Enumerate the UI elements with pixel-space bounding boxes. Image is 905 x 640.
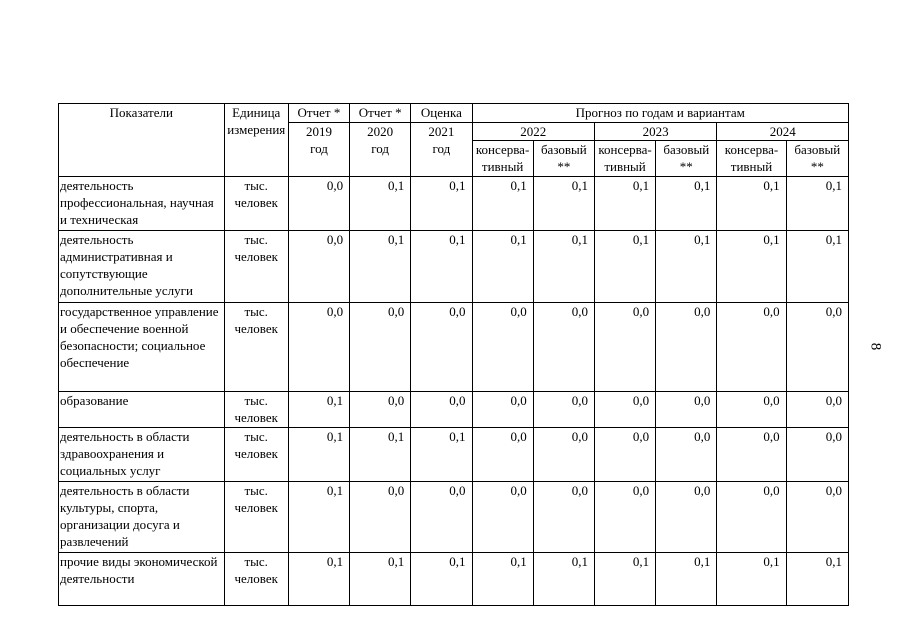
row-value: 0,0 [594, 303, 655, 392]
header-2021-label: Оценка [411, 104, 472, 123]
row-value: 0,0 [594, 482, 655, 553]
table-body [59, 177, 849, 606]
row-value: 0,0 [786, 392, 848, 428]
row-value: 0,1 [594, 177, 655, 231]
row-value: 0,1 [717, 231, 786, 303]
row-value: 0,1 [411, 553, 472, 606]
table-row [59, 392, 849, 428]
header-2022-conservative: консерва-тивный [472, 141, 533, 177]
row-value: 0,0 [533, 303, 594, 392]
page-number: 8 [867, 342, 884, 351]
row-indicator: государственное управление и обеспечение военной безопасности; социальное обеспечение [59, 303, 225, 392]
row-value: 0,1 [472, 177, 533, 231]
header-indicators: Показатели [59, 104, 225, 177]
row-value: 0,0 [411, 303, 472, 392]
row-value: 0,0 [288, 303, 349, 392]
table-header [59, 104, 849, 177]
row-indicator: деятельность административная и сопутствующие дополнительные услуги [59, 231, 225, 303]
header-forecast: Прогноз по годам и вариантам [472, 104, 849, 123]
row-value: 0,1 [288, 553, 349, 606]
row-value: 0,0 [472, 303, 533, 392]
forecast-table [58, 103, 849, 606]
row-value: 0,0 [656, 482, 717, 553]
row-value: 0,1 [472, 553, 533, 606]
row-value: 0,0 [472, 482, 533, 553]
row-value: 0,1 [594, 231, 655, 303]
header-2022-base: базовый ** [533, 141, 594, 177]
table-row [59, 482, 849, 553]
row-value: 0,1 [656, 231, 717, 303]
header-2019-year [288, 123, 349, 177]
row-value: 0,0 [786, 428, 848, 482]
row-value: 0,0 [288, 177, 349, 231]
row-value: 0,1 [350, 231, 411, 303]
header-year-2022: 2022 [472, 123, 594, 141]
row-value: 0,1 [786, 553, 848, 606]
row-value: 0,1 [350, 428, 411, 482]
table-row [59, 177, 849, 231]
row-value: 0,0 [350, 303, 411, 392]
header-year-2024: 2024 [717, 123, 849, 141]
row-unit: тыс. человек [224, 303, 288, 392]
header-2024-conservative: консерва-тивный [717, 141, 786, 177]
row-value: 0,0 [786, 482, 848, 553]
row-unit: тыс. человек [224, 553, 288, 606]
row-unit: тыс. человек [224, 392, 288, 428]
row-value: 0,0 [594, 392, 655, 428]
row-value: 0,0 [472, 428, 533, 482]
header-2020-year-suffix: год [371, 141, 390, 156]
header-2019-label: Отчет * [288, 104, 349, 123]
header-2023-base: базовый ** [656, 141, 717, 177]
row-value: 0,1 [288, 428, 349, 482]
row-value: 0,0 [288, 231, 349, 303]
row-indicator: прочие виды экономической деятельности [59, 553, 225, 606]
row-value: 0,1 [288, 392, 349, 428]
row-value: 0,1 [472, 231, 533, 303]
row-value: 0,1 [411, 177, 472, 231]
row-value: 0,1 [350, 553, 411, 606]
header-2020-year-value: 2020 [367, 124, 394, 139]
row-unit: тыс. человек [224, 482, 288, 553]
header-2024-base: базовый ** [786, 141, 848, 177]
row-value: 0,0 [717, 428, 786, 482]
row-value: 0,1 [350, 177, 411, 231]
row-value: 0,0 [350, 482, 411, 553]
row-value: 0,1 [786, 231, 848, 303]
header-2019-year-value: 2019 [305, 124, 332, 139]
row-value: 0,1 [533, 553, 594, 606]
table-row [59, 553, 849, 606]
header-year-2023: 2023 [594, 123, 716, 141]
row-value: 0,1 [594, 553, 655, 606]
row-value: 0,0 [472, 392, 533, 428]
row-value: 0,1 [717, 553, 786, 606]
row-value: 0,1 [656, 177, 717, 231]
row-value: 0,1 [288, 482, 349, 553]
table-row [59, 231, 849, 303]
row-value: 0,1 [786, 177, 848, 231]
row-value: 0,0 [786, 303, 848, 392]
row-indicator: образование [59, 392, 225, 428]
table-row [59, 303, 849, 392]
row-value: 0,1 [411, 428, 472, 482]
row-indicator: деятельность в области здравоохранения и социальных услуг [59, 428, 225, 482]
row-value: 0,1 [656, 553, 717, 606]
row-value: 0,0 [533, 482, 594, 553]
row-value: 0,0 [656, 428, 717, 482]
row-value: 0,1 [717, 177, 786, 231]
row-indicator: деятельность в области культуры, спорта, организации досуга и развлечений [59, 482, 225, 553]
row-value: 0,0 [533, 428, 594, 482]
row-unit: тыс. человек [224, 231, 288, 303]
row-indicator: деятельность профессиональная, научная и техническая [59, 177, 225, 231]
row-value: 0,0 [411, 482, 472, 553]
row-unit: тыс. человек [224, 177, 288, 231]
row-value: 0,0 [350, 392, 411, 428]
row-value: 0,0 [533, 392, 594, 428]
row-value: 0,1 [411, 231, 472, 303]
row-value: 0,0 [656, 392, 717, 428]
header-2021-year [411, 123, 472, 177]
header-2021-year-value: 2021 [428, 124, 455, 139]
row-value: 0,0 [717, 482, 786, 553]
row-value: 0,0 [717, 392, 786, 428]
row-value: 0,0 [717, 303, 786, 392]
header-2020-year [350, 123, 411, 177]
row-unit: тыс. человек [224, 428, 288, 482]
row-value: 0,0 [656, 303, 717, 392]
header-2023-conservative: консерва-тивный [594, 141, 655, 177]
row-value: 0,0 [411, 392, 472, 428]
header-2021-year-suffix: год [432, 141, 451, 156]
table-row [59, 428, 849, 482]
header-2020-label: Отчет * [350, 104, 411, 123]
header-unit: Единица измерения [224, 104, 288, 177]
row-value: 0,0 [594, 428, 655, 482]
header-2019-year-suffix: год [310, 141, 328, 156]
row-value: 0,1 [533, 177, 594, 231]
row-value: 0,1 [533, 231, 594, 303]
